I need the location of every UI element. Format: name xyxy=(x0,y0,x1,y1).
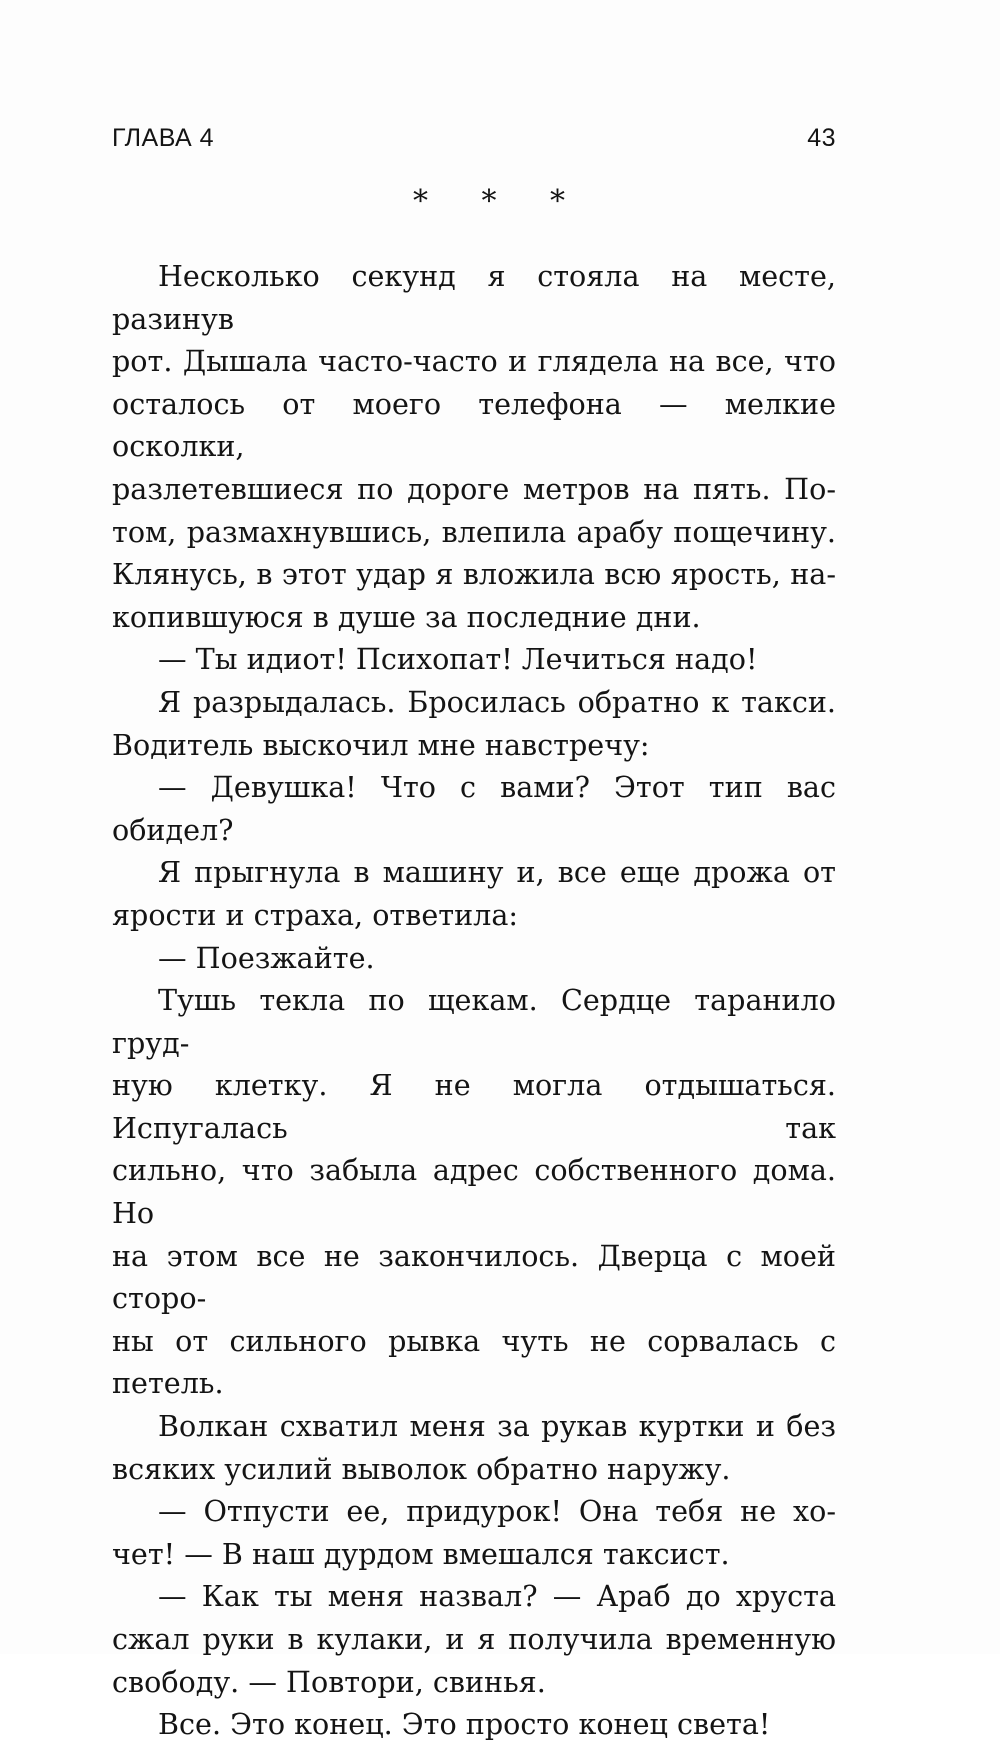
paragraph xyxy=(112,1575,836,1703)
text-line: Волкан схватил меня за рукав куртки и без xyxy=(158,1409,836,1444)
text-line: Все. Это конец. Это просто конец света! xyxy=(158,1707,771,1742)
text-line: — Девушка! Что с вами? Этот тип вас обидел? xyxy=(112,770,836,847)
paragraph xyxy=(112,851,836,936)
text-line: Несколько секунд я стояла на месте, разинув xyxy=(112,259,836,336)
page-number: 43 xyxy=(807,124,836,152)
text-line: — Ты идиот! Психопат! Лечиться надо! xyxy=(158,642,758,677)
paragraph xyxy=(112,979,836,1405)
text-line: — Поезжайте. xyxy=(158,940,375,975)
text-line: ярости и страха, ответила: xyxy=(112,897,518,932)
running-header xyxy=(112,124,836,153)
text-line: Я разрыдалась. Бросилась обратно к такси. xyxy=(158,684,836,719)
text-line: свободу. — Повтори, свинья. xyxy=(112,1664,546,1699)
text-line: Водитель выскочил мне навстречу: xyxy=(112,727,650,762)
paragraph xyxy=(112,1490,836,1575)
section-break-asterisks: * * * xyxy=(412,184,588,219)
text-line: сжал руки в кулаки, и я получила временную xyxy=(112,1622,836,1656)
text-line: Тушь текла по щекам. Сердце таранило груд- xyxy=(112,983,836,1060)
chapter-title: ГЛАВА 4 xyxy=(112,124,215,152)
paragraph xyxy=(112,1405,836,1490)
text-line: всяких усилий выволок обратно наружу. xyxy=(112,1451,731,1486)
text-line: осталось от моего телефона — мелкие осколки, xyxy=(112,386,836,464)
body-text xyxy=(112,255,836,1746)
paragraph xyxy=(112,681,836,766)
paragraph xyxy=(112,638,836,681)
paragraph xyxy=(112,937,836,980)
text-line: копившуюся в душе за последние дни. xyxy=(112,599,701,634)
text-line: — Отпусти ее, придурок! Она тебя не хо- xyxy=(158,1494,836,1529)
text-line: Клянусь, в этот удар я вложила всю ярость, на- xyxy=(112,557,836,592)
text-line: чет! — В наш дурдом вмешался таксист. xyxy=(112,1536,730,1571)
text-line: сильно, что забыла адрес собственного дома. Но xyxy=(112,1153,836,1231)
text-line: ную клетку. Я не могла отдышаться. Испугалась так xyxy=(112,1068,836,1145)
text-line: Я прыгнула в машину и, все еще дрожа от xyxy=(158,855,836,890)
paragraph xyxy=(112,766,836,851)
text-line: — Как ты меня назвал? — Араб до хруста xyxy=(158,1579,836,1614)
text-line: рот. Дышала часто-часто и глядела на все, что xyxy=(112,344,836,379)
text-line: том, размахнувшись, влепила арабу пощечину. xyxy=(112,514,836,549)
text-line: разлетевшиеся по дороге метров на пять. По- xyxy=(112,471,836,506)
text-line: на этом все не закончилось. Дверца с моей сторо- xyxy=(112,1238,836,1316)
paragraph xyxy=(112,1703,836,1746)
paragraph xyxy=(112,255,836,638)
text-line: ны от сильного рывка чуть не сорвалась с петель. xyxy=(112,1323,836,1401)
